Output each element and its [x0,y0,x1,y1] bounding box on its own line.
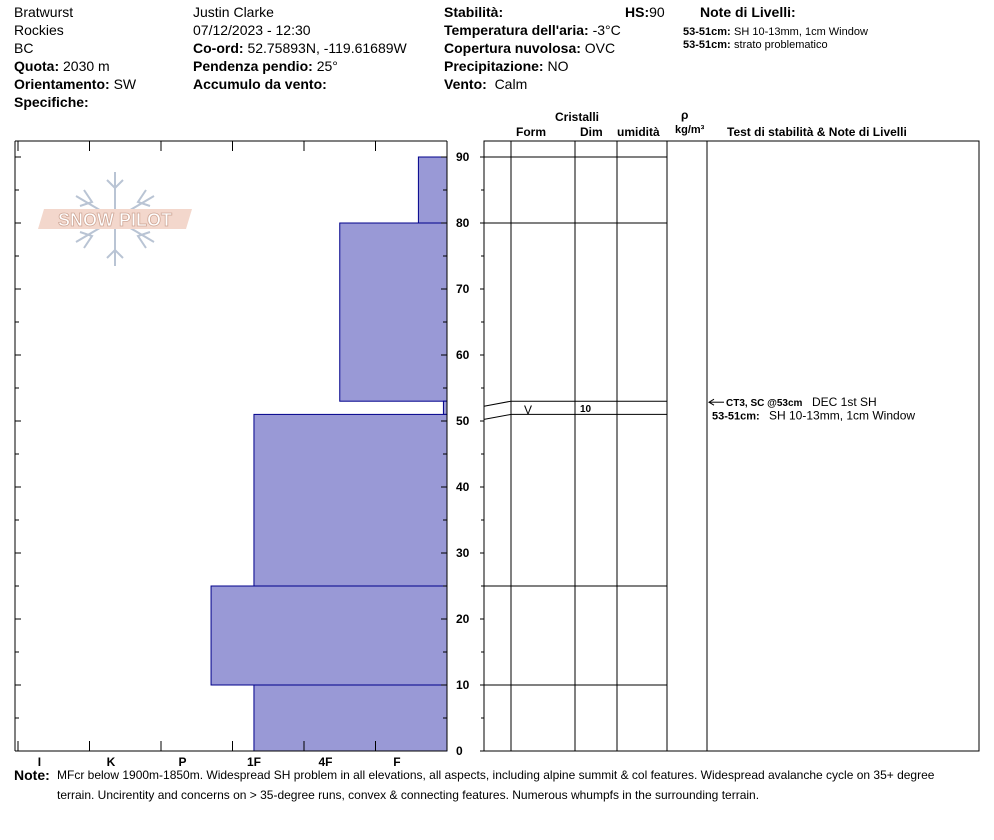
aspect-label: Orientamento: [14,76,110,92]
layer-notes-title: Note di Livelli: [700,4,796,20]
layer-note-2-text: strato problematico [734,39,828,51]
hardness-label-I: I [37,755,42,769]
notes-line-2: terrain. Uncirentity and concerns on > 35-degree runs, convex & connecting features. Numerous whumpfs in the surrounding terrain. [57,788,760,802]
state-name: BC [14,40,34,56]
stability-header: Test di stabilità & Note di Livelli [727,125,907,139]
sky-label: Copertura nuvolosa: [444,40,581,56]
notes-label: Note: [14,767,50,783]
coords-value: 52.75893N, -119.61689W [247,40,407,56]
hardness-label-P: P [178,755,187,769]
precip-label: Precipitazione: [444,58,544,74]
hardness-bar-3 [443,401,447,414]
hardness-bar-5 [211,586,447,685]
hardness-label-K: K [106,755,116,769]
density-unit: kg/m³ [675,124,705,136]
layer-note-2-depth: 53-51cm: [683,39,731,51]
layer-annotation-text: SH 10-13mm, 1cm Window [769,408,916,423]
elevation-value: 2030 m [63,58,110,74]
observation-datetime: 07/12/2023 - 12:30 [193,22,311,38]
slope-value: 25° [316,58,338,74]
depth-tick-label: 80 [456,216,470,230]
hardness-label-1F: 1F [246,755,261,769]
form-header: Form [516,125,546,139]
depth-tick-label: 30 [456,546,470,560]
wind-label: Vento: [444,76,487,92]
hardness-bar-2 [340,223,447,401]
grain-form-symbol: V [523,402,533,417]
stability-test-result: DEC 1st SH [812,395,877,410]
logo-text: SNOW PILOT [58,210,172,230]
depth-tick-label: 70 [456,282,470,296]
stability-test-label: CT3, SC @53cm [726,398,803,410]
density-symbol: ρ [681,108,689,122]
layer-annotation-depth: 53-51cm: [712,410,760,423]
elevation-label: Quota: [14,58,60,74]
hs-label: HS: [625,4,650,20]
moisture-header: umidità [617,125,660,139]
precip-value: NO [547,58,569,74]
air-temp-value: -3°C [592,22,621,38]
hs-value: 90 [649,4,665,20]
wind-loading-label: Accumulo da vento: [193,76,327,92]
profile-table-frame [484,141,979,751]
hardness-label-F: F [393,755,401,769]
grain-size-value: 10 [580,403,592,415]
range-name: Rockies [14,22,64,38]
snowpilot-logo [38,172,192,266]
depth-tick-label: 90 [456,150,470,164]
slope-label: Pendenza pendio: [193,58,313,74]
depth-tick-label: 50 [456,414,470,428]
depth-tick-label: 10 [456,678,470,692]
stability-label: Stabilità: [444,4,504,20]
depth-tick-label: 60 [456,348,470,362]
coords-label: Co-ord: [193,40,244,56]
air-temp-label: Temperatura dell'aria: [444,22,589,38]
crystals-header: Cristalli [555,110,600,124]
notes-line-1: MFcr below 1900m-1850m. Widespread SH problem in all elevations, all aspects, including alpine summit & col features. Widespread avalanche cycle on 35+ degree [57,768,935,782]
location-name: Bratwurst [14,4,74,20]
depth-tick-label: 20 [456,612,470,626]
hardness-bar-1 [418,157,447,223]
observer-name: Justin Clarke [193,4,274,20]
layer-note-1-text: SH 10-13mm, 1cm Window [734,26,868,38]
specifics-label: Specifiche: [14,94,89,110]
layer-note-1-depth: 53-51cm: [683,26,731,38]
depth-tick-label: 0 [456,744,463,758]
size-header: Dim [580,125,603,139]
sky-value: OVC [584,40,616,56]
aspect-value: SW [113,76,137,92]
hardness-label-4F: 4F [318,755,333,769]
hardness-bar-6 [254,685,447,751]
wind-value: Calm [494,76,528,92]
hardness-bar-4 [254,414,447,586]
depth-tick-label: 40 [456,480,470,494]
